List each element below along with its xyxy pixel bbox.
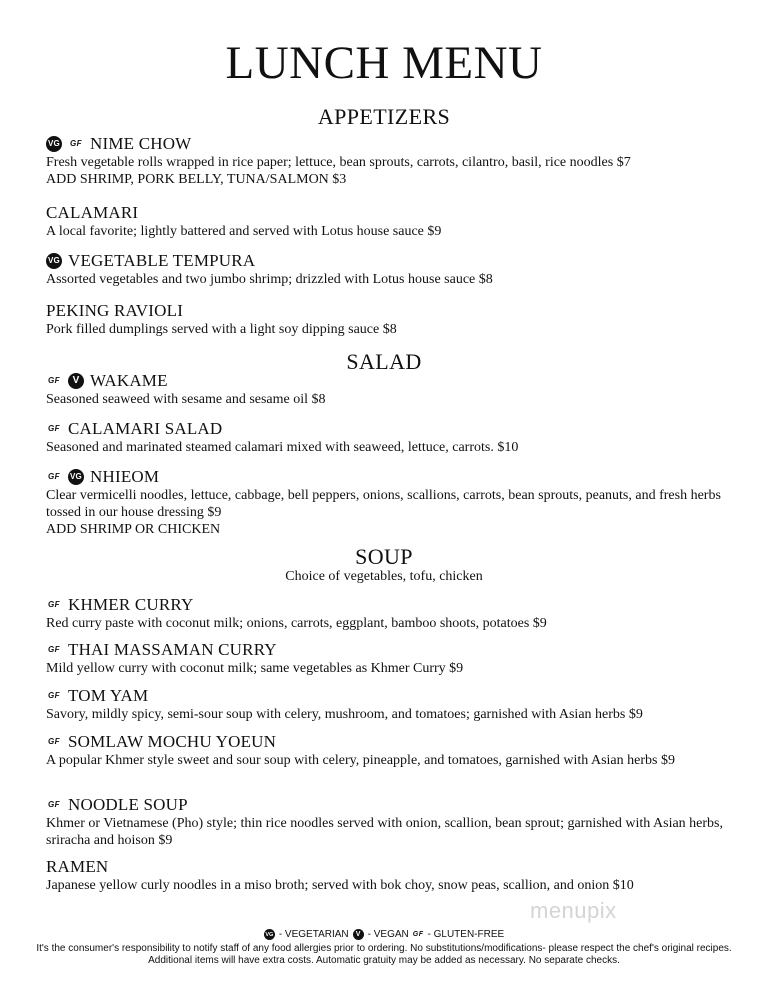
vegetarian-icon: VG [46, 253, 62, 269]
item-name: PEKING RAVIOLI [46, 301, 184, 320]
section-heading-appetizers: APPETIZERS [317, 104, 451, 129]
item-description: Japanese yellow curly noodles in a miso broth; served with bok choy, snow peas, scallion, and onion $10 [46, 878, 634, 893]
item-description: Seasoned and marinated steamed calamari mixed with seaweed, lettuce, carrots. $10 [46, 440, 519, 455]
watermark: menupix [530, 898, 617, 923]
menu-item-ramen [46, 856, 746, 894]
menu-item-nime-chow [46, 133, 746, 188]
item-name: TOM YAM [68, 686, 149, 705]
menu-item-calamari [46, 202, 746, 240]
gluten-free-icon: GF [47, 424, 61, 433]
page-title: LUNCH MENU [225, 37, 543, 89]
dietary-legend [0, 929, 768, 940]
menu-item-vegetable-tempura [46, 250, 746, 288]
vegetarian-icon: VG [68, 469, 84, 485]
menu-item-calamari-salad [46, 418, 746, 456]
item-name: NIME CHOW [90, 134, 192, 153]
legend-gluten-free-label: - GLUTEN-FREE [427, 929, 505, 940]
menu-item-noodle-soup [46, 794, 746, 849]
item-description: Savory, mildly spicy, semi-sour soup with celery, mushroom, and tomatoes; garnished with Asian herbs $9 [46, 707, 643, 722]
gluten-free-icon: GF [47, 800, 61, 809]
gluten-free-icon: GF [47, 645, 61, 654]
menu-item-tom-yam [46, 685, 746, 723]
item-name: NHIEOM [90, 467, 160, 486]
legend-vegetarian-label: - VEGETARIAN [278, 929, 349, 940]
item-name: SOMLAW MOCHU YOEUN [68, 732, 277, 751]
gluten-free-icon: GF [412, 931, 424, 938]
item-addon: ADD SHRIMP, PORK BELLY, TUNA/SALMON $3 [46, 172, 347, 187]
gluten-free-icon: GF [47, 472, 61, 481]
item-name: THAI MASSAMAN CURRY [68, 640, 277, 659]
item-description: Clear vermicelli noodles, lettuce, cabbage, bell peppers, onions, scallions, carrots, bean sprouts, peanuts, and fresh herbs tossed in our house dressing $9 [46, 488, 721, 520]
item-addon: ADD SHRIMP OR CHICKEN [46, 522, 221, 537]
item-description: Seasoned seaweed with sesame and sesame oil $8 [46, 392, 326, 407]
item-name: CALAMARI [46, 203, 139, 222]
vegan-icon: V [68, 373, 84, 389]
gluten-free-icon: GF [47, 376, 61, 385]
item-name: CALAMARI SALAD [68, 419, 223, 438]
gluten-free-icon: GF [47, 737, 61, 746]
menu-item-wakame [46, 370, 746, 408]
menu-item-nhieom [46, 466, 746, 538]
menu-item-khmer-curry [46, 594, 746, 632]
vegetarian-icon: VG [46, 136, 62, 152]
item-name: VEGETABLE TEMPURA [68, 251, 256, 270]
item-description: A popular Khmer style sweet and sour soup with celery, pineapple, and tomatoes, garnished with Asian herbs $9 [46, 753, 675, 768]
item-description: Mild yellow curry with coconut milk; same vegetables as Khmer Curry $9 [46, 661, 464, 676]
item-name: WAKAME [90, 371, 168, 390]
item-description: Assorted vegetables and two jumbo shrimp; drizzled with Lotus house sauce $8 [46, 272, 493, 287]
item-description: Red curry paste with coconut milk; onions, carrots, eggplant, bamboo shoots, potatoes $9 [46, 616, 547, 631]
gluten-free-icon: GF [47, 600, 61, 609]
item-description: Fresh vegetable rolls wrapped in rice paper; lettuce, bean sprouts, carrots, cilantro, basil, rice noodles $7 [46, 155, 631, 170]
disclaimer: It's the consumer's responsibility to notify staff of any food allergies prior to ordering. No substitutions/modifications- please respect the chef's original recipes. Additional items will have extra costs. Automatic gratuity may be added as necessary. No separate checks. [36, 943, 732, 966]
gluten-free-icon: GF [47, 691, 61, 700]
item-name: RAMEN [46, 857, 109, 876]
gluten-free-icon: GF [69, 139, 83, 148]
item-description: A local favorite; lightly battered and served with Lotus house sauce $9 [46, 224, 442, 239]
section-subheading-soup: Choice of vegetables, tofu, chicken [285, 569, 483, 584]
menu-item-peking-ravioli [46, 300, 746, 338]
vegan-icon: V [353, 929, 364, 940]
legend-vegan-label: - VEGAN [367, 929, 409, 940]
item-description: Khmer or Vietnamese (Pho) style; thin rice noodles served with onion, scallion, bean sprout; garnished with Asian herbs, sriracha and hoison $9 [46, 816, 723, 848]
menu-item-thai-massaman-curry [46, 639, 746, 677]
vegetarian-icon: VG [264, 929, 275, 940]
item-name: KHMER CURRY [68, 595, 194, 614]
menu-item-somlaw-mochu-yoeun [46, 731, 746, 769]
item-name: NOODLE SOUP [68, 795, 188, 814]
section-heading-soup: SOUP [355, 544, 413, 569]
section-heading-salad: SALAD [346, 349, 422, 374]
item-description: Pork filled dumplings served with a light soy dipping sauce $8 [46, 322, 397, 337]
